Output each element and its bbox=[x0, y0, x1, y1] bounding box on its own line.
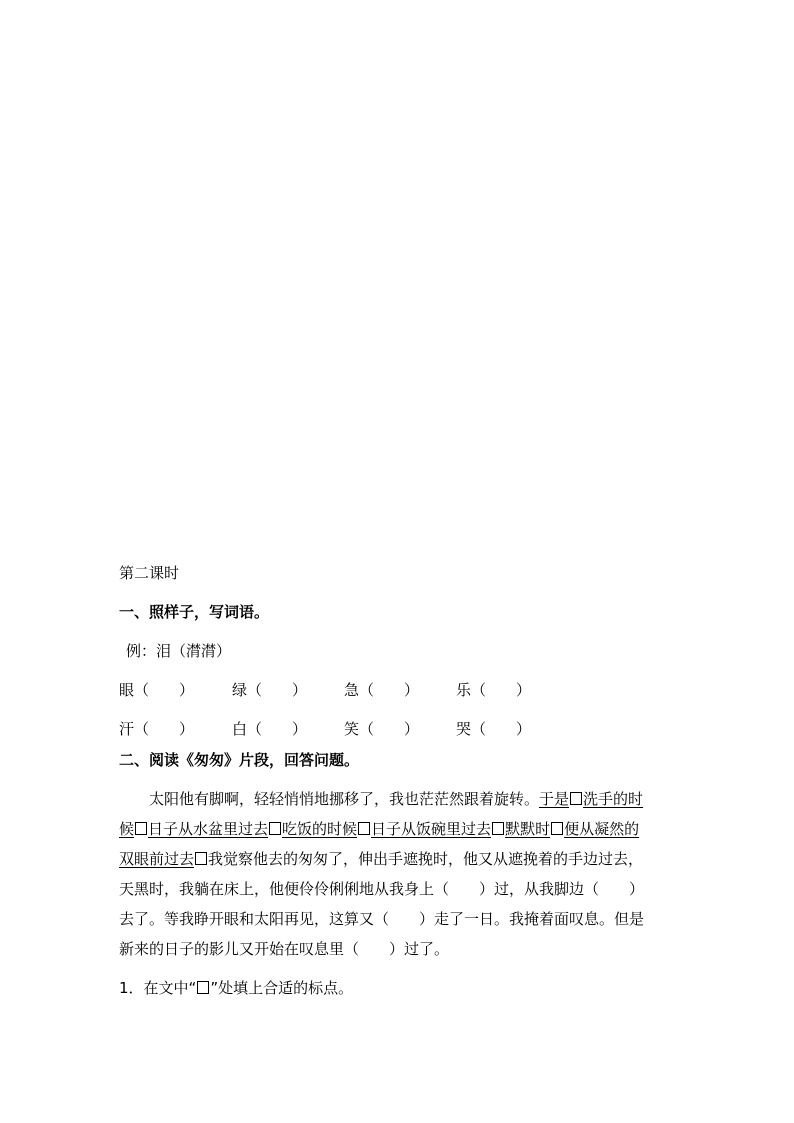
passage-line-6: 新来的日子的影儿又开始在叹息里（ ）过了。 bbox=[119, 940, 450, 958]
word-blank: 白（ ） bbox=[232, 720, 308, 738]
lesson-title: 第二课时 bbox=[119, 564, 180, 582]
section2-heading: 二、阅读《匆匆》片段，回答问题。 bbox=[119, 751, 360, 769]
punctuation-blank-box bbox=[135, 822, 147, 835]
word-blank: 乐（ ） bbox=[456, 681, 532, 699]
passage-line-4: 天黑时，我躺在床上，他便伶伶俐俐地从我身上（ ）过，从我脚边（ ） bbox=[119, 880, 645, 898]
punctuation-blank-box bbox=[358, 822, 370, 835]
question-1: 1．在文中“ ”处填上合适的标点。 bbox=[119, 979, 354, 997]
word-blank: 急（ ） bbox=[344, 681, 420, 699]
word-row-2 bbox=[119, 719, 579, 739]
word-blank: 哭（ ） bbox=[456, 720, 532, 738]
passage-line-3: 双眼前过去 我觉察他去的匆匆了，伸出手遮挽时，他又从遮挽着的手边过去， bbox=[119, 850, 644, 868]
word-blank: 眼（ ） bbox=[119, 681, 195, 699]
punctuation-blank-box bbox=[195, 852, 207, 865]
passage-line-1: 太阳他有脚啊，轻轻悄悄地挪移了，我也茫茫然跟着旋转。于是 洗手的时 bbox=[149, 790, 644, 808]
punctuation-blank-box bbox=[269, 822, 281, 835]
punctuation-blank-box bbox=[570, 792, 582, 805]
word-blank: 绿（ ） bbox=[232, 681, 308, 699]
word-row-1 bbox=[119, 680, 579, 700]
punctuation-blank-box bbox=[551, 822, 563, 835]
word-blank: 笑（ ） bbox=[344, 720, 420, 738]
passage-line-2: 候 日子从水盆里过去 吃饭的时候 日子从饭碗里过去 默默时 便从凝然的 bbox=[119, 820, 640, 838]
punctuation-blank-box bbox=[197, 981, 209, 994]
word-blank: 汗（ ） bbox=[119, 720, 195, 738]
section1-heading: 一、照样子，写词语。 bbox=[119, 603, 270, 621]
punctuation-blank-box bbox=[492, 822, 504, 835]
section1-example: 例：泪（潸潸） bbox=[126, 642, 232, 660]
passage-line-5: 去了。等我睁开眼和太阳再见，这算又（ ）走了一日。我掩着面叹息。但是 bbox=[119, 910, 645, 928]
